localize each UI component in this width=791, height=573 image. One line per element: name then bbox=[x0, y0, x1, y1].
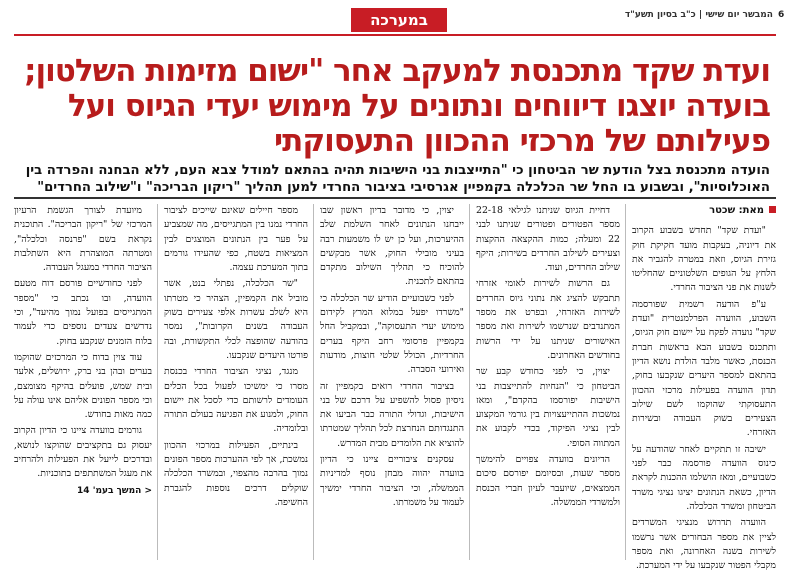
paragraph: מיועדת לצורך הגשמת הרעיון המרכזי של "ריקון הבריכה". התוכנית נקראת בשם "פרנסה וכלכלה", ומטרתה המוצהרת היא השתלבות הציבור החרדי במעגל העבודה. bbox=[14, 205, 152, 274]
article-deck: הועדה מתכנסת בצל הודעת שר הביטחון כי "התייצבות בני הישיבות תהיה בהתאם למודל צבא העם, ללא הבחנה והפרדה בין האוכלוסיות", ובשבוע בו החל שר הכלכלה בקמפיין אגרסיבי בציבור החרדי למען תהליך "ריקון הבריכה" ו"שילוב החרדים" bbox=[25, 163, 770, 195]
paragraph: גם הרשות לשירות לאומי אזרחי תתבקש להציג את נתוני גיוס החרדים לשירות האזרחי, ובפרט את מספר המתנדבים שנרשמו לשירות ואת מספר האישורים שניתנו על ידי הרשות בחודשים האחרונים. bbox=[476, 278, 620, 361]
article-headline: ועדת שקד מתכנסת למעקב אחר "ישום מזימות השלטון; בועדה יוצגו דיווחים ונתונים על מימוש יעדי הגיוס ועל פעילותם של מרכזי ההכוון התעסוקתי bbox=[24, 53, 770, 159]
paragraph: יצוין, כי לפני כחודש קבע שר הביטחון כי "הנחיות להתייצבות בני הישיבות יפורסמו בהקדם", ומאז נמשכות ההתייעצויות בין גורמי המקצוע לבין נציגי הפיקוד, בכדי לקבוע את המתווה הסופי. bbox=[476, 366, 620, 449]
paragraph: בינתיים, הפעילות במרכזי ההכוון נמשכת, אך לפי ההערכות מספר הפונים נמוך בהרבה מהצפוי, ובמשרד הכלכלה שוקלים דרכים נוספות להגברת החשיפה. bbox=[164, 439, 308, 508]
column-divider bbox=[469, 204, 470, 560]
paragraph: גורמים בוועדה ציינו כי הדיון הקרוב יעסוק גם בתקציבים שהוקצו לנושא, ובדרכים לייעל את הפעילות ולהרחיב את מעגל המשתתפים בתוכניות. bbox=[14, 425, 152, 480]
byline bbox=[632, 204, 776, 218]
paragraph: בציבור החרדי רואים בקמפיין זה ניסיון פסול להשפיע על דרכם של בני הישיבות, וגדולי התורה כבר הביעו את התנגדותם הנחרצת לכל תהליך שמטרתו להוציא את הלומדים מבית המדרש. bbox=[320, 380, 464, 449]
paragraph: מספר חיילים שאינם שייכים לציבור החרדי נמנו בין המתגייסים, מה שמצביע על פער בין הנתונים המוצגים לבין המציאות בשטח, כפי שהעידו גורמים בתוך המערכת עצמה. bbox=[164, 205, 308, 274]
paragraph: עוד צוין בדוח כי המרכזים שהוקמו בערים ובהן בני ברק, ירושלים, אלעד ובית שמש, פועלים בהיקף מצומצם, וכי מספר הפונים אליהם אינו עולה על כמה מאות בחודש. bbox=[14, 351, 152, 421]
column-divider bbox=[625, 204, 626, 560]
page-number: 6 bbox=[778, 10, 785, 20]
continued-arrow-icon: < bbox=[141, 485, 152, 496]
newspaper-issue-line: המבשר יום שישי | כ"ב בסיון תשע"ד bbox=[624, 10, 773, 20]
article-column-1 bbox=[632, 204, 776, 572]
column-divider bbox=[313, 204, 314, 560]
column-divider bbox=[157, 204, 158, 560]
continued-note: < המשך בעמ' 14 bbox=[77, 485, 152, 496]
byline-marker-icon bbox=[769, 206, 776, 213]
paragraph: לפני כחודשיים פורסם דוח מטעם הוועדה, ובו נכתב כי "מספר המתגייסים בפועל נמוך מהיעד", וכי נדרשים צעדים נוספים כדי לעמוד בלוח הזמנים שנקבע בחוק. bbox=[14, 278, 152, 347]
deck-rule bbox=[14, 197, 776, 199]
paragraph: מנגד, נציגי הציבור החרדי בכנסת מסרו כי ימשיכו לפעול בכל הכלים העומדים לרשותם כדי לסכל את יישום החוק, ולמנוע את הפגיעה בעולם התורה ובלומדיה. bbox=[164, 366, 308, 435]
paragraph: ע"פ הודעה רשמית שפורסמה השבוע, הוועדה הפרלמנטרית "ועדת שקד" נועדה לפקח על יישום חוק הגיוס, ותתכנס בשבוע הבא בראשות חברת הכנסת, כאשר מלבד הולדת נושא הדיון בהתאם למספר היעדים שנקבעו בחוק, תדון הוועדה בפעילות מרכזי ההכוון התעסוקתי שהוקמו לשם שילוב הצעירים בשוק העבודה ובשירות האזרחי. bbox=[632, 298, 776, 439]
header-rule bbox=[14, 34, 776, 36]
paragraph: ישיבה זו תתקיים לאחר שהודעה על כינוס הוועדה פורסמה כבר לפני כשבועיים, ומאז הושלמו ההכנות לקראת הדיון, כשאת הנתונים יציגו נציגי משרד הביטחון ומשרד הכלכלה. bbox=[632, 443, 776, 512]
section-tab: במערכה bbox=[351, 8, 447, 32]
paragraph: הוועדה תדרוש מנציגי המשרדים לציין את מספר הבחורים אשר נרשמו לשירות בשנה האחרונה, ואת מספר מקבלי הפטור שנקבעו על ידי המערכת. bbox=[632, 517, 776, 572]
paragraph: דחיית הגיוס שניתנו לגילאי 22-18 מספר הפטורים ופטורים שניתנו לבני 22 ומעלה; כמות ההקצאה ההקצות וצעירים לשילוב החרדים בשירות; היקף שילוב החרדים, ועוד. bbox=[476, 205, 620, 274]
article-body bbox=[14, 204, 776, 572]
article-column-5 bbox=[14, 204, 152, 560]
article-column-2 bbox=[476, 204, 620, 560]
byline-text: מאת: שכטר bbox=[709, 205, 764, 216]
paragraph: "ועדת שקד" תחדש בשבוע הקרוב את דיוניה, בעקבות מועד חקיקת חוק גזירת הגיוס, וזאת במטרה להגביר את הלחץ על הגופים השלטוניים שהחליטו לשנות את פני הציבור החרדי. bbox=[632, 225, 776, 294]
article-column-4 bbox=[164, 204, 308, 560]
paragraph: "שר הכלכלה, נפתלי בנט, אשר מוביל את הקמפיין, הצהיר כי מטרתו היא לשלב עשרות אלפי צעירים בשוק העבודה בשנים הקרובות", נמסר בהודעה שהופצה לכלי התקשורת, ובה פורטו היעדים שנקבעו. bbox=[164, 278, 308, 361]
paragraph: עסקנים ציבוריים ציינו כי הדיון בוועדה יהווה מבחן נוסף למדיניות הממשלה, וכי הציבור החרדי ימשיך לעמוד על משמרתו. bbox=[320, 454, 464, 508]
page-header bbox=[0, 0, 791, 34]
paragraph: לפני כשבועיים הודיע שר הכלכלה כי "משרדו יפעל במלוא המרץ לקידום מימוש יעדי התעסוקה", ובמקביל החל בקמפיין פרסומי רחב היקף בערים החרדיות, הכולל שלטי חוצות, מודעות ואירועי הסברה. bbox=[320, 292, 464, 376]
article-column-3 bbox=[320, 204, 464, 560]
paragraph: הדיונים בוועדה צפויים להימשך מספר שעות, ובסיומם יפורסם סיכום הממצאים, שיועבר לעיון חברי הכנסת ולמשרדי הממשלה. bbox=[476, 454, 620, 508]
paragraph: יצוין, כי מדובר בדיון ראשון שבו ייבחנו הנתונים לאחר השלמת שלב ההיערכות, ועל כן יש לו משמעות רבה בעיני מובילי החוק, אשר מבקשים להוכיח כי תהליך השילוב מתקדם בהתאם לתכנית. bbox=[320, 205, 464, 288]
